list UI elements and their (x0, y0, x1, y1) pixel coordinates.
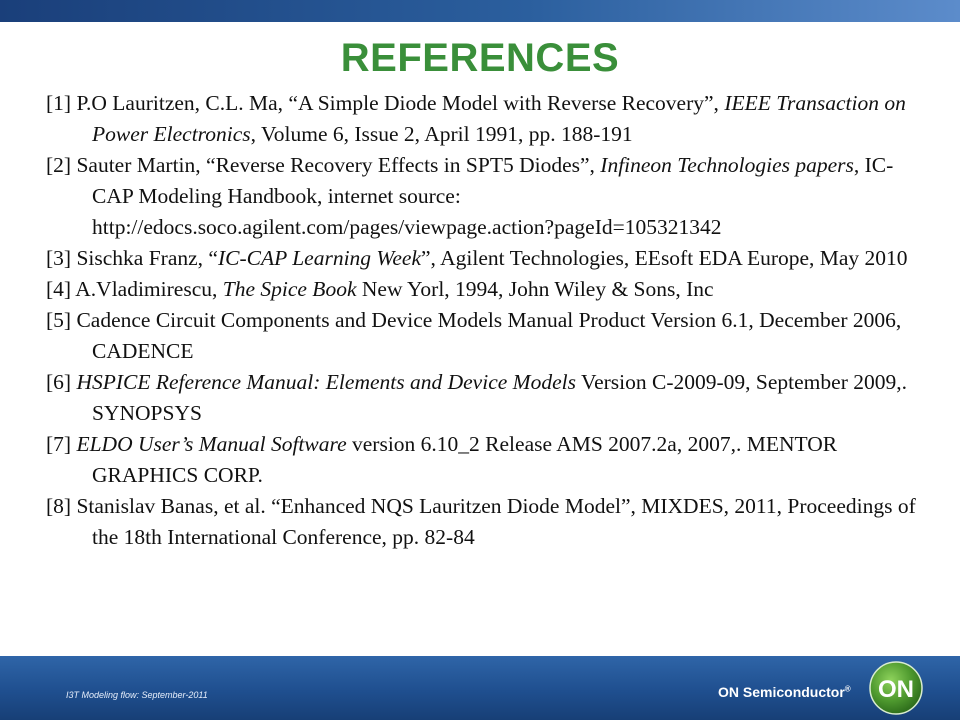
company-name-text: ON Semiconductor (718, 684, 845, 700)
reference-item (46, 88, 926, 150)
reference-italic-text: IC-CAP Learning Week (217, 246, 422, 270)
reference-number: [3] (46, 246, 72, 270)
reference-list (46, 88, 926, 553)
reference-number: [6] (46, 370, 72, 394)
reference-text: New Yorl, 1994, John Wiley & Sons, Inc (356, 277, 714, 301)
logo-text: ON (878, 676, 914, 703)
reference-italic-text: Infineon Technologies papers (600, 153, 854, 177)
reference-text: ”, Agilent Technologies, EEsoft EDA Europe, May 2010 (421, 246, 908, 270)
top-banner (0, 0, 960, 22)
reference-number: [5] (46, 308, 72, 332)
reference-text: Cadence Circuit Components and Device Models Manual Product Version 6.1, December 2006, CADENCE (71, 308, 902, 363)
reference-text: Sauter Martin, “Reverse Recovery Effects in SPT5 Diodes”, (71, 153, 601, 177)
reference-text: Sischka Franz, “ (71, 246, 218, 270)
reference-number: [4] (46, 277, 72, 301)
reference-text: Version C-2009-09, September 2009,. SYNOPSYS (92, 370, 907, 425)
reference-item (46, 274, 926, 305)
reference-number: [8] (46, 494, 72, 518)
reference-text: A.Vladimirescu, (71, 277, 223, 301)
reference-italic-text: ELDO User’s Manual Software (76, 432, 347, 456)
reference-italic-text: HSPICE Reference Manual: Elements and Device Models (76, 370, 576, 394)
company-name (718, 684, 851, 700)
trademark-symbol: ® (844, 684, 851, 694)
reference-item (46, 305, 926, 367)
on-semiconductor-logo (868, 660, 924, 716)
reference-text: P.O Lauritzen, C.L. Ma, “A Simple Diode Model with Reverse Recovery”, (71, 91, 725, 115)
reference-number: [1] (46, 91, 72, 115)
reference-item (46, 429, 926, 491)
footer-caption: I3T Modeling flow: September-2011 (66, 690, 208, 700)
reference-item (46, 367, 926, 429)
slide-title: REFERENCES (340, 36, 620, 80)
reference-italic-text: The Spice Book (222, 277, 357, 301)
reference-text: , Volume 6, Issue 2, April 1991, pp. 188-191 (250, 122, 633, 146)
reference-text: version 6.10_2 Release AMS 2007.2a, 2007,. MENTOR GRAPHICS CORP. (92, 432, 838, 487)
reference-item (46, 243, 926, 274)
reference-text: Stanislav Banas, et al. “Enhanced NQS Lauritzen Diode Model”, MIXDES, 2011, Proceedings of the 18th International Conference, pp. 82-84 (71, 494, 916, 549)
reference-number: [2] (46, 153, 72, 177)
reference-number: [7] (46, 432, 72, 456)
reference-italic-text: IEEE Transaction on Power Electronics (92, 91, 906, 146)
reference-item (46, 150, 926, 243)
reference-item (46, 491, 926, 553)
reference-text: , IC-CAP Modeling Handbook, internet source: http://edocs.soco.agilent.com/pages/viewpage.action?pageId=105321342 (92, 153, 894, 239)
